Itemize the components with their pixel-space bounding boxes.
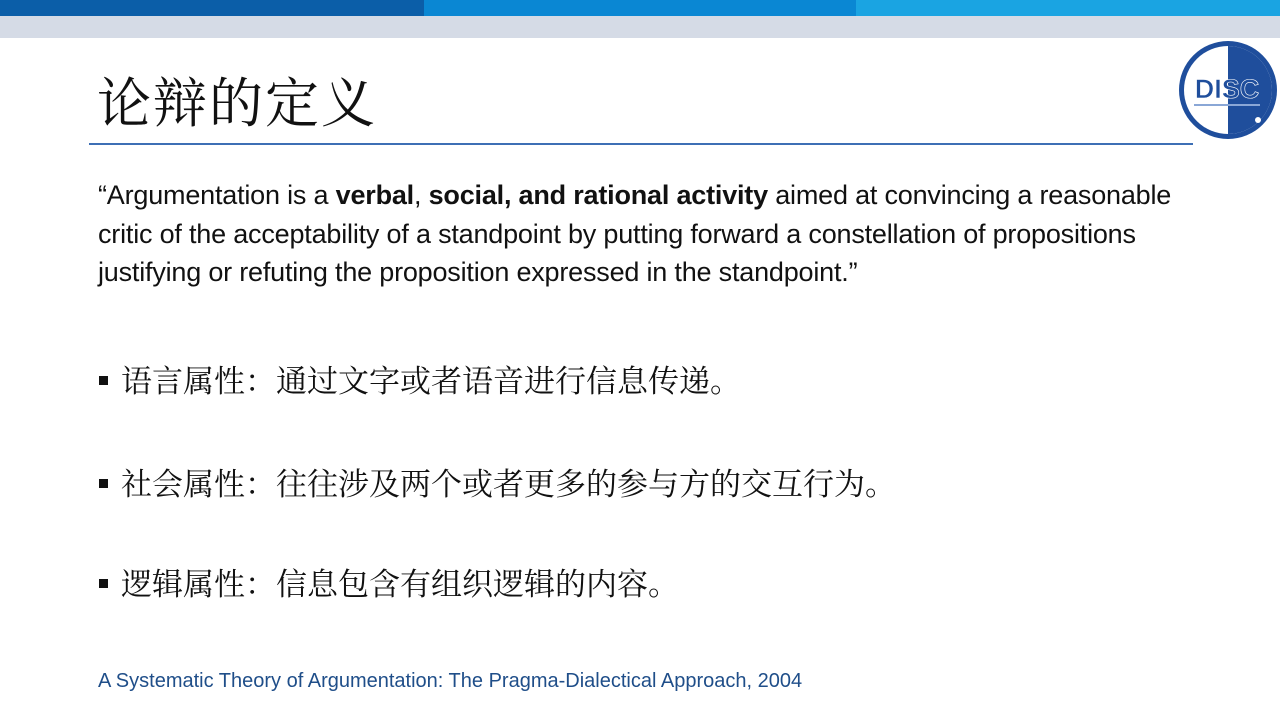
quote-part-2: , <box>413 180 429 210</box>
bullet-text: 逻辑属性：信息包含有组织逻辑的内容。 <box>121 567 679 603</box>
quote-part-3: aimed at convincing a reasonable critic of the acceptability of a standpoint by putting forward a constellation of propositions justifying or refuting the proposition expressed in the standpoint.” <box>98 180 1172 287</box>
disc-logo <box>1176 38 1280 142</box>
grey-band <box>0 16 1280 38</box>
top-bar-segment-dark <box>0 0 424 16</box>
bullet-language <box>99 362 741 402</box>
bullet-text: 社会属性：往往涉及两个或者更多的参与方的交互行为。 <box>121 467 896 503</box>
top-color-bar <box>0 0 1280 16</box>
quote-bold-activity: social, and rational activity <box>428 180 768 210</box>
bullet-social <box>99 465 896 505</box>
top-bar-segment-light <box>856 0 1280 16</box>
citation: A Systematic Theory of Argumentation: The Pragma-Dialectical Approach, 2004 <box>98 670 803 692</box>
bullet-square-icon <box>99 376 108 385</box>
slide-title: 论辩的定义 <box>97 72 377 135</box>
bullet-text: 语言属性：通过文字或者语音进行信息传递。 <box>121 364 741 400</box>
title-underline <box>89 143 1193 145</box>
bullet-square-icon <box>99 479 108 488</box>
definition-quote <box>98 176 1198 292</box>
bullet-square-icon <box>99 579 108 588</box>
quote-bold-verbal: verbal <box>335 180 414 210</box>
logo-text: DISC <box>1194 74 1260 104</box>
bullet-logic <box>99 565 679 605</box>
top-bar-segment-mid <box>424 0 856 16</box>
quote-part-1: “Argumentation is a <box>98 180 336 210</box>
